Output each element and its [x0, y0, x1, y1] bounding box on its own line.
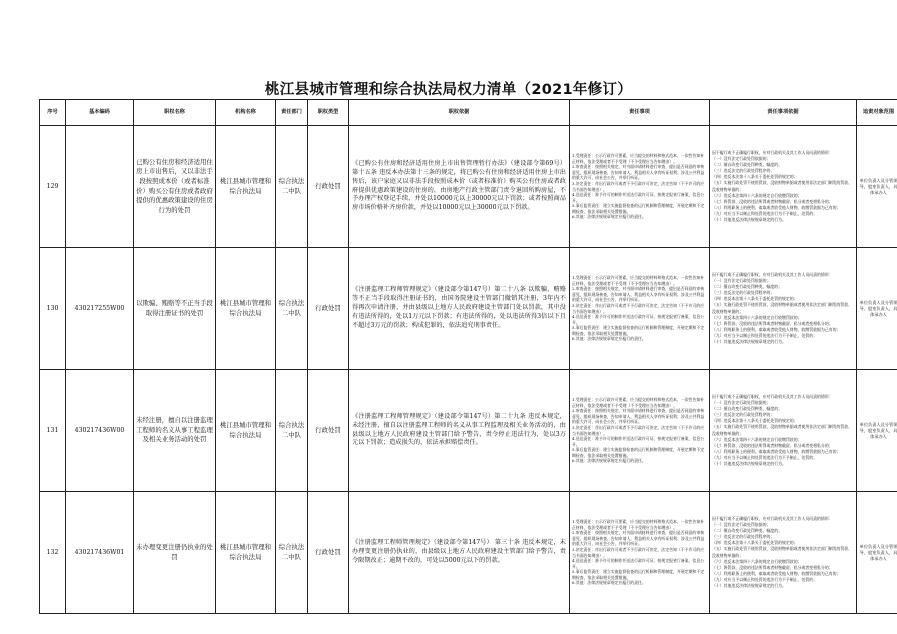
table-row	[40, 492, 897, 614]
row-dept: 综合执法二中队	[276, 126, 308, 248]
header-basis: 职权依据	[349, 100, 570, 126]
row-dept: 综合执法二中队	[276, 248, 308, 370]
row-duty: 1.受理责任：公示行政许可要素，应当提交的材料和格式范本，一次性告知补正材料，依法受理或者不予受理（不予受理应当告知理由）。 2.审查责任：按照相关规定，对书面申请材料进行审查，提出是否同意的审核意见，组织现场核查，告知申请人，利益相关人享有听证权利；涉及公共利益的重大许可，向社会公告，并举行听证。 3.决定责任：作出行政许可或者不予行政许可决定，法定告知（不予许可的应当书面告知理由）。 4.送达责任：准予许可的制作并送达行政许可证，按规定报省厅备案，信息公开。 5.事后监管责任：建立实施监督检查的运行机制和管理制度，开展定期和不定期检查，依法采取相关处置措施。 6.其他：法律法规规章规定应履行的责任。	[570, 248, 710, 370]
row-power-name: 未经注册，擅自以注册监理工程师的名义从事工程监理及相关业务活动的处罚	[134, 370, 216, 492]
row-type: 行政处罚	[308, 126, 349, 248]
row-type: 行政处罚	[308, 492, 349, 614]
row-type: 行政处罚	[308, 248, 349, 370]
header-resp: 追责对象范围	[857, 100, 897, 126]
power-list-table	[39, 99, 897, 614]
row-code: 430217255W00	[66, 248, 134, 370]
header-name: 职权名称	[134, 100, 216, 126]
table-row	[40, 370, 897, 492]
row-org: 桃江县城市管理和综合执法局	[216, 248, 276, 370]
row-no: 130	[40, 248, 66, 370]
row-responsible: 单位负责人及分管领导，股室负责人，具体承办人	[857, 248, 897, 370]
row-duty: 1.受理责任：公示行政许可要素，应当提交的材料和格式范本，一次性告知补正材料，依法受理或者不予受理（不予受理应当告知理由）。 2.审查责任：按照相关规定，对书面申请材料进行审查，提出是否同意的审核意见，组织现场核查，告知申请人，利益相关人享有听证权利；涉及公共利益的重大许可，向社会公告，并举行听证。 3.决定责任：作出行政许可或者不予行政许可决定，法定告知（不予许可的应当书面告知理由）。 4.送达责任：准予许可的制作并送达行政许可证，按规定报省厅备案，信息公开。 5.事后监管责任：建立实施监督检查的运行机制和管理制度，开展定期和不定期检查，依法采取相关处置措施。 6.其他：法律法规规章规定应履行的责任。	[570, 370, 710, 492]
row-duty: 1.受理责任：公示行政许可要素，应当提交的材料和格式范本，一次性告知补正材料，依法受理或者不予受理（不予受理应当告知理由）。 2.审查责任：按照相关规定，对书面申请材料进行审查，提出是否同意的审核意见，组织现场核查，告知申请人，利益相关人享有听证权利；涉及公共利益的重大许可，向社会公告，并举行听证。 3.决定责任：作出行政许可或者不予行政许可决定，法定告知（不予许可的应当书面告知理由）。 4.送达责任：准予许可的制作并送达行政许可证，按规定报省厅备案，信息公开。 5.事后监管责任：建立实施监督检查的运行机制和管理制度，开展定期和不定期检查，依法采取相关处置措施。 6.其他：法律法规规章规定应履行的责任。	[570, 492, 710, 614]
row-dept: 综合执法二中队	[276, 492, 308, 614]
row-duty-basis: 因不履行或不正确履行职权，应对行政机关及其工作人员问责的情形： （一）没有法定行政处罚依据的； （二）擅自改变行政处罚种类、幅度的； （三）违反法定的行政处罚程序的； （四）违反本法第十八条关于委托处罚的规定的； （五）实施行政处罚不使用罚款、没收财物单据或者使用非法定部门制发的罚款、没收财物单据的； （六）违反本法第四十六条的规定自行收缴罚款的； （七）将罚款、没收的违法所得或者财物截留、私分或者变相私分的； （八）利用职务上的便利，索取或者收受他人财物、收缴罚款据为己有的； （九）对应当予以制止和处罚的违法行为不予制止、处罚的； （十）其他违反法律法规规章规定的行为。	[710, 492, 857, 614]
row-no: 129	[40, 126, 66, 248]
row-basis: 《注册监理工程师管理规定》（建设部令第147号）第二十八条 以欺骗、贿赂等不正当手段取得注册证书的，由国务院建设主管部门撤销其注册，3年内不得再次申请注册，并由县级以上地方人民政府建设主管部门处以罚款，其中没有违法所得的，处以1万元以下罚款；有违法所得的，处以违法所得3倍以下且不超过3万元的罚款；构成犯罪的，依法追究刑事责任。	[349, 248, 570, 370]
row-type: 行政处罚	[308, 370, 349, 492]
row-code	[66, 126, 134, 248]
row-no: 132	[40, 492, 66, 614]
row-code: 430217436W00	[66, 370, 134, 492]
row-power-name: 未办理变更注册仍执业的处罚	[134, 492, 216, 614]
row-org: 桃江县城市管理和综合执法局	[216, 370, 276, 492]
table-row	[40, 248, 897, 370]
row-org: 桃江县城市管理和综合执法局	[216, 126, 276, 248]
page-title: 桃江县城市管理和综合执法局权力清单（2021年修订）	[264, 82, 633, 98]
header-duty: 责任事项	[570, 100, 710, 126]
row-power-name: 已购公有住房和经济适用住房上市出售后，又以非法手段按照成本价（或者标准价）购买公有住房或者政府提供的优惠政策建设的住房行为的处罚	[134, 126, 216, 248]
row-responsible: 单位负责人及分管领导，股室负责人，具体承办人	[857, 492, 897, 614]
row-duty-basis: 因不履行或不正确履行职权，应对行政机关及其工作人员问责的情形： （一）没有法定行政处罚依据的； （二）擅自改变行政处罚种类、幅度的； （三）违反法定的行政处罚程序的； （四）违反本法第十八条关于委托处罚的规定的； （五）实施行政处罚不使用罚款、没收财物单据或者使用非法定部门制发的罚款、没收财物单据的； （六）违反本法第四十六条的规定自行收缴罚款的； （七）将罚款、没收的违法所得或者财物截留、私分或者变相私分的； （八）利用职务上的便利，索取或者收受他人财物、收缴罚款据为己有的； （九）对应当予以制止和处罚的违法行为不予制止、处罚的； （十）其他违反法律法规规章规定的行为。	[710, 370, 857, 492]
row-basis: 《注册监理工程师管理规定》（建设部令第147号）第二十九条 违反本规定，未经注册，擅自以注册监理工程师的名义从事工程监理及相关业务活动的，由县级以上地方人民政府建设主管部门给予警告，责令停止违法行为，处以3万元以下罚款；造成损失的，依法承担赔偿责任。	[349, 370, 570, 492]
row-org: 桃江县城市管理和综合执法局	[216, 492, 276, 614]
row-no: 131	[40, 370, 66, 492]
row-duty: 1.受理责任：公示行政许可要素，应当提交的材料和格式范本，一次性告知补正材料，依法受理或者不予受理（不予受理应当告知理由）。 2.审查责任：按照相关规定，对书面申请材料进行审查，提出是否同意的审核意见，组织现场核查，告知申请人，利益相关人享有听证权利；涉及公共利益的重大许可，向社会公告，并举行听证。 3.决定责任：作出行政许可或者不予行政许可决定，法定告知（不予许可的应当书面告知理由）。 4.送达责任：准予许可的制作并送达行政许可证，按规定报省厅备案，信息公开。 5.事后监管责任：建立实施监督检查的运行机制和管理制度，开展定期和不定期检查，依法采取相关处置措施。 6.其他：法律法规规章规定应履行的责任。	[570, 126, 710, 248]
row-power-name: 以欺骗、贿赂等不正当手段取得注册证书的处罚	[134, 248, 216, 370]
row-duty-basis: 因不履行或不正确履行职权，应对行政机关及其工作人员问责的情形： （一）没有法定行政处罚依据的； （二）擅自改变行政处罚种类、幅度的； （三）违反法定的行政处罚程序的； （四）违反本法第十八条关于委托处罚的规定的； （五）实施行政处罚不使用罚款、没收财物单据或者使用非法定部门制发的罚款、没收财物单据的； （六）违反本法第四十六条的规定自行收缴罚款的； （七）将罚款、没收的违法所得或者财物截留、私分或者变相私分的； （八）利用职务上的便利，索取或者收受他人财物、收缴罚款据为己有的； （九）对应当予以制止和处罚的违法行为不予制止、处罚的； （十）其他违反法律法规规章规定的行为。	[710, 126, 857, 248]
row-dept: 综合执法二中队	[276, 370, 308, 492]
row-responsible: 单位负责人及分管领导，股室负责人，具体承办人	[857, 370, 897, 492]
header-code: 基本编码	[66, 100, 134, 126]
header-no: 序号	[40, 100, 66, 126]
row-code: 430217436W01	[66, 492, 134, 614]
table-row	[40, 126, 897, 248]
row-basis: 《已购公有住房和经济适用住房上市出售管理暂行办法》（建设部令第69号） 第十五条 违反本办法第十三条的规定，将已购公有住房和经济适用住房上市出售后，该户家庭又以非法手段按照成本价（或者标准价）购买公有住房或者政府提供优惠政策建设的住房的，由房地产行政主管部门责令退回所购房屋，不予办理产权登记手续，并处以10000元以上30000元以下罚款；或者按照商品房市场价格补齐房价款，并处以10000元以上30000元以下罚款。	[349, 126, 570, 248]
row-responsible: 单位负责人及分管领导，股室负责人，具体承办人	[857, 126, 897, 248]
row-basis: 《注册监理工程师管理规定》（建设部令第147号） 第三十条 违反本规定，未办理变更注册仍执业的，由县级以上地方人民政府建设主管部门给予警告，责令限期改正；逾期不改的，可处以5000元以下的罚款。	[349, 492, 570, 614]
header-dept: 责任部门	[276, 100, 308, 126]
row-duty-basis: 因不履行或不正确履行职权，应对行政机关及其工作人员问责的情形： （一）没有法定行政处罚依据的； （二）擅自改变行政处罚种类、幅度的； （三）违反法定的行政处罚程序的； （四）违反本法第十八条关于委托处罚的规定的； （五）实施行政处罚不使用罚款、没收财物单据或者使用非法定部门制发的罚款、没收财物单据的； （六）违反本法第四十六条的规定自行收缴罚款的； （七）将罚款、没收的违法所得或者财物截留、私分或者变相私分的； （八）利用职务上的便利，索取或者收受他人财物、收缴罚款据为己有的； （九）对应当予以制止和处罚的违法行为不予制止、处罚的； （十）其他违反法律法规规章规定的行为。	[710, 248, 857, 370]
header-type: 职权类型	[308, 100, 349, 126]
header-row	[40, 100, 897, 126]
header-org: 机构名称	[216, 100, 276, 126]
header-duty-basis: 责任事项依据	[710, 100, 857, 126]
